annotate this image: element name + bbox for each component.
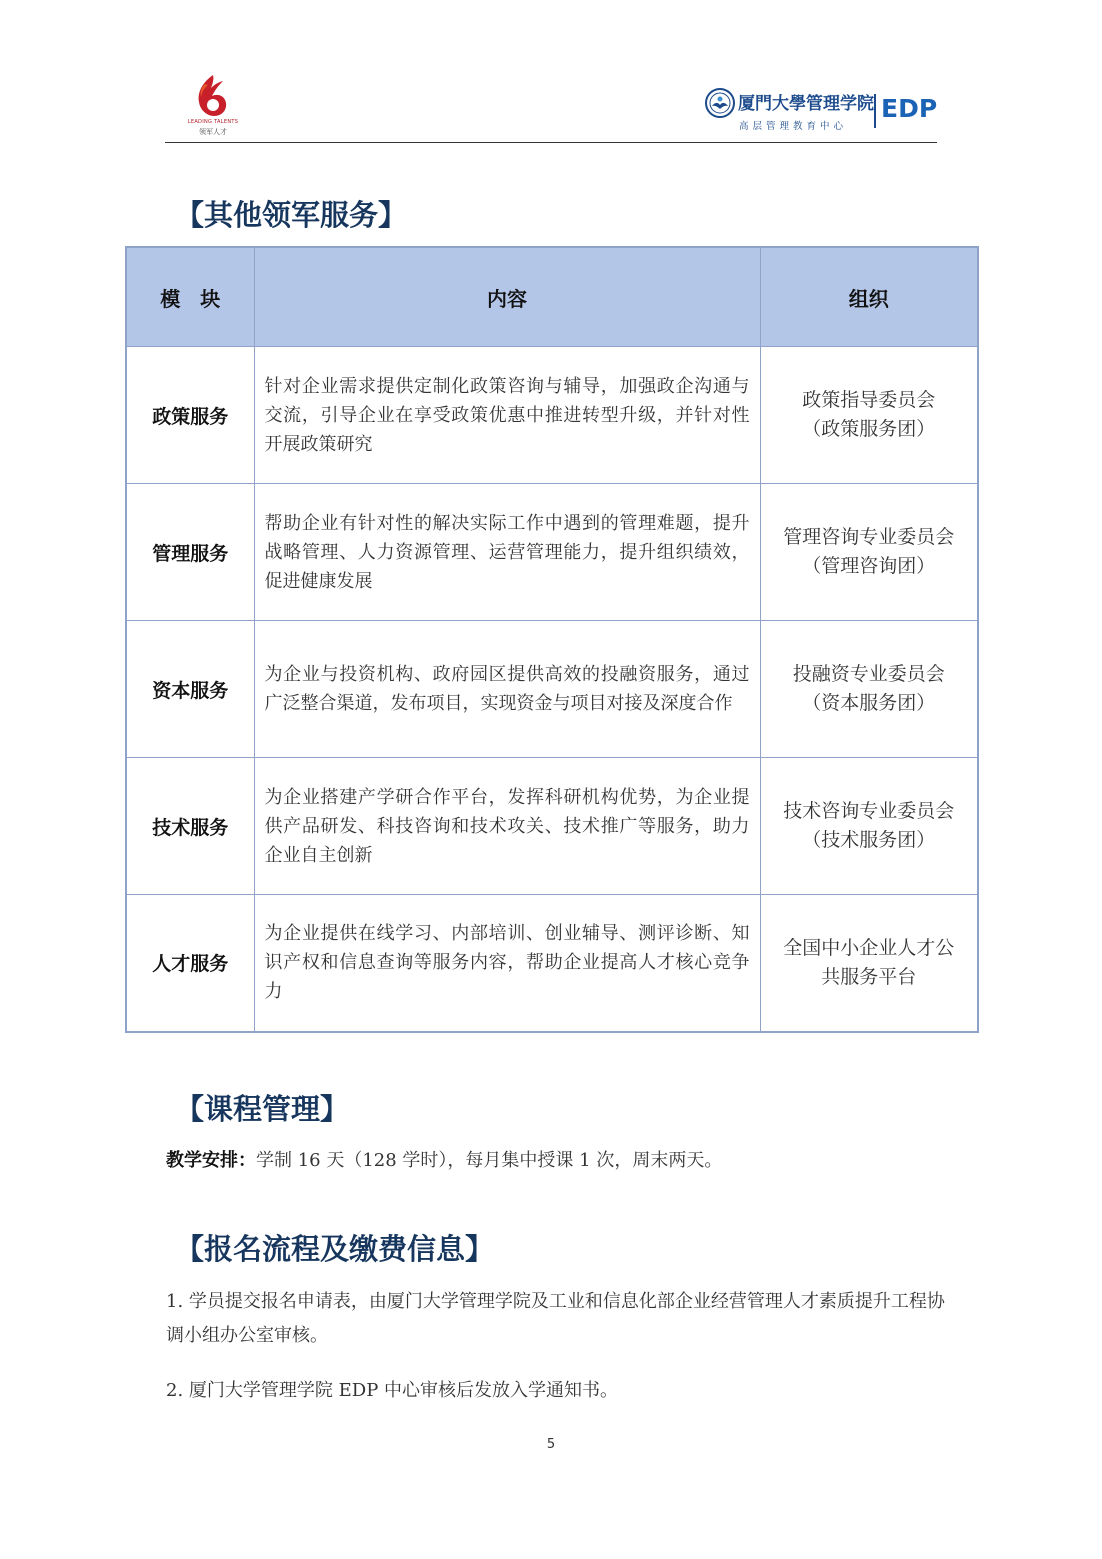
page-header bbox=[165, 70, 937, 143]
xmu-edp-logo bbox=[705, 88, 938, 138]
university-seal-icon bbox=[705, 88, 735, 118]
university-name: 厦門大學管理学院 bbox=[738, 94, 874, 114]
column-header-module: 模 块 bbox=[126, 247, 254, 347]
table-row bbox=[126, 484, 978, 621]
organization-team: （技术服务团） bbox=[802, 829, 936, 851]
organization-team: （资本服务团） bbox=[802, 692, 936, 714]
row-content: 针对企业需求提供定制化政策咨询与辅导，加强政企沟通与交流，引导企业在享受政策优惠中推进转型升级，并针对性开展政策研究 bbox=[254, 347, 760, 484]
row-module: 管理服务 bbox=[126, 484, 254, 621]
row-organization bbox=[760, 484, 978, 621]
section-title-course-management: 【课程管理】 bbox=[175, 1092, 350, 1126]
row-organization bbox=[760, 621, 978, 758]
table-row bbox=[126, 895, 978, 1032]
section-title-registration: 【报名流程及缴费信息】 bbox=[175, 1232, 495, 1266]
page-number: 5 bbox=[546, 1437, 556, 1452]
services-table bbox=[125, 246, 979, 1033]
row-content: 为企业提供在线学习、内部培训、创业辅导、测评诊断、知识产权和信息查询等服务内容，帮助企业提高人才核心竞争力 bbox=[254, 895, 760, 1032]
organization-name: 政策指导委员会 bbox=[802, 389, 936, 411]
leading-talents-logo bbox=[183, 72, 243, 136]
organization-name: 技术咨询专业委员会 bbox=[783, 800, 955, 822]
column-header-organization: 组织 bbox=[760, 247, 978, 347]
flame-six-logo-icon bbox=[183, 72, 243, 120]
column-header-content: 内容 bbox=[254, 247, 760, 347]
organization-team: （政策服务团） bbox=[802, 418, 936, 440]
organization-team: （管理咨询团） bbox=[802, 555, 936, 577]
row-content: 为企业与投资机构、政府园区提供高效的投融资服务，通过广泛整合渠道，发布项目，实现资金与项目对接及深度合作 bbox=[254, 621, 760, 758]
logo-divider bbox=[874, 94, 876, 128]
schedule-text: 学制 16 天（128 学时），每月集中授课 1 次，周末两天。 bbox=[256, 1150, 723, 1171]
row-organization bbox=[760, 895, 978, 1032]
organization-name: 投融资专业委员会 bbox=[792, 663, 945, 685]
table-row bbox=[126, 347, 978, 484]
schedule-label: 教学安排： bbox=[166, 1150, 256, 1171]
teaching-schedule bbox=[166, 1143, 946, 1179]
edp-label: EDP bbox=[881, 94, 938, 123]
table-row bbox=[126, 758, 978, 895]
table-header-row bbox=[126, 247, 978, 347]
section-title-services: 【其他领军服务】 bbox=[175, 198, 408, 232]
row-organization bbox=[760, 758, 978, 895]
registration-step-1: 1. 学员提交报名申请表，由厦门大学管理学院及工业和信息化部企业经营管理人才素质提升工程协调小组办公室审核。 bbox=[166, 1291, 945, 1346]
row-content: 帮助企业有针对性的解决实际工作中遇到的管理难题，提升战略管理、人力资源管理、运营管理能力，提升组织绩效，促进健康发展 bbox=[254, 484, 760, 621]
organization-team: 共服务平台 bbox=[821, 965, 917, 988]
row-module: 政策服务 bbox=[126, 347, 254, 484]
row-module: 技术服务 bbox=[126, 758, 254, 895]
registration-step-2: 2. 厦门大学管理学院 EDP 中心审核后发放入学通知书。 bbox=[166, 1380, 619, 1401]
row-organization bbox=[760, 347, 978, 484]
table-row bbox=[126, 621, 978, 758]
organization-name: 管理咨询专业委员会 bbox=[783, 526, 955, 548]
row-content: 为企业搭建产学研合作平台，发挥科研机构优势，为企业提供产品研发、科技咨询和技术攻关、技术推广等服务，助力企业自主创新 bbox=[254, 758, 760, 895]
row-module: 人才服务 bbox=[126, 895, 254, 1032]
organization-name: 全国中小企业人才公 bbox=[783, 936, 955, 959]
center-name: 高层管理教育中心 bbox=[739, 121, 848, 132]
logo-chinese-name: 领军人才 bbox=[199, 128, 227, 136]
logo-tagline: LEADING TALENTS bbox=[187, 119, 239, 125]
row-module: 资本服务 bbox=[126, 621, 254, 758]
